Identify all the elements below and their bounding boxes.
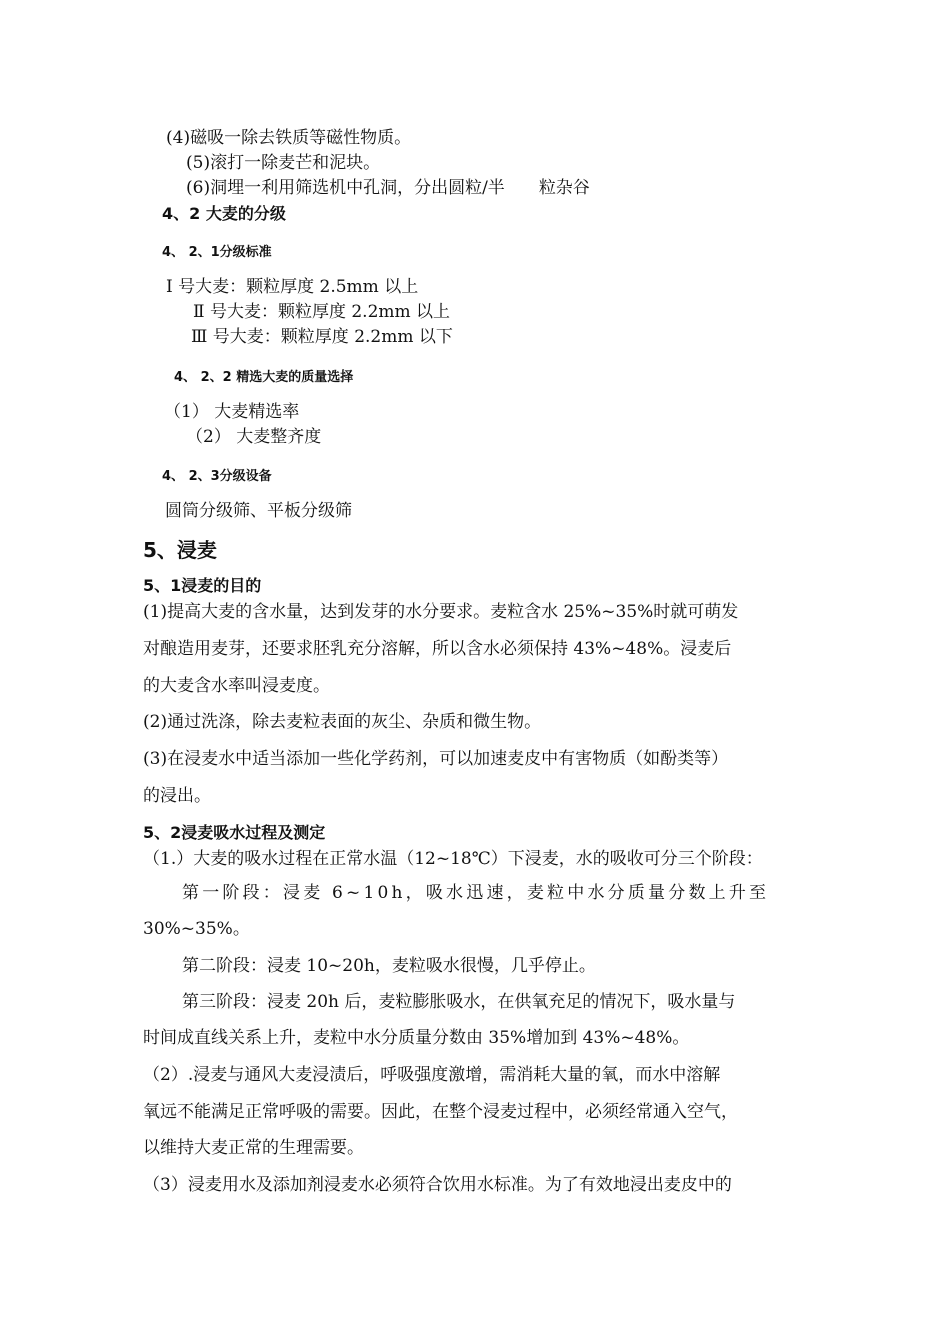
- aeration-line-3: 以维持大麦正常的生理需要。: [143, 1138, 364, 1158]
- paragraph-1-line-2: 对酿造用麦芽，还要求胚乳充分溶解，所以含水必须保持 43%~48%。浸麦后: [143, 639, 732, 659]
- paragraph-1-line-3: 的大麦含水率叫浸麦度。: [143, 676, 330, 696]
- paragraph-1-line-1: (1)提高大麦的含水量，达到发芽的水分要求。麦粒含水 25%~35%时就可萌发: [143, 602, 739, 622]
- paragraph-2: (2)通过洗涤，除去麦粒表面的灰尘、杂质和微生物。: [143, 712, 542, 732]
- stage-3-line-1: 第三阶段：浸麦 20h 后，麦粒膨胀吸水，在供氧充足的情况下，吸水量与: [182, 992, 736, 1012]
- list-item-5: (5)滚打一除麦芒和泥块。: [186, 153, 381, 173]
- list-item-6: [186, 177, 590, 199]
- aeration-line-2: 氧远不能满足正常呼吸的需要。因此，在整个浸麦过程中，必须经常通入空气，: [143, 1102, 738, 1122]
- stage-2: 第二阶段：浸麦 10~20h，麦粒吸水很慢，几乎停止。: [182, 956, 596, 976]
- paragraph-3-line-2: 的浸出。: [143, 786, 211, 806]
- subheading-4-2-2: 4、 2、2 精选大麦的质量选择: [174, 370, 354, 385]
- stage-1-line-2: 30%~35%。: [143, 919, 250, 939]
- quality-item-2: （2） 大麦整齐度: [186, 427, 322, 447]
- paragraph-3-line-1: (3)在浸麦水中适当添加一些化学药剂，可以加速麦皮中有害物质（如酚类等）: [143, 749, 729, 769]
- stage-1-line-1: 第一阶段：浸麦 6~10h，吸水迅速，麦粒中水分质量分数上升至: [182, 883, 770, 903]
- grade-1: Ⅰ 号大麦：颗粒厚度 2.5mm 以上: [166, 277, 419, 297]
- grade-3: Ⅲ 号大麦：颗粒厚度 2.2mm 以下: [191, 327, 453, 347]
- subheading-4-2-3: 4、 2、3分级设备: [162, 469, 272, 484]
- absorption-intro: （1.）大麦的吸水过程在正常水温（12~18℃）下浸麦，水的吸收可分三个阶段：: [143, 849, 763, 869]
- subheading-5-1: 5、1浸麦的目的: [143, 576, 262, 595]
- water-standard-line-1: （3）浸麦用水及添加剂浸麦水必须符合饮用水标准。为了有效地浸出麦皮中的: [143, 1175, 732, 1195]
- grade-2: Ⅱ 号大麦：颗粒厚度 2.2mm 以上: [193, 302, 451, 322]
- section-heading-4-2: 4、2 大麦的分级: [162, 204, 286, 223]
- list-item-6-part2: 粒杂谷: [538, 178, 590, 198]
- aeration-line-1: （2）.浸麦与通风大麦浸渍后，呼吸强度激增，需消耗大量的氧，而水中溶解: [143, 1065, 721, 1085]
- list-item-4: (4)磁吸一除去铁质等磁性物质。: [166, 128, 412, 148]
- subheading-4-2-1: 4、 2、1分级标准: [162, 245, 272, 260]
- subheading-5-2: 5、2浸麦吸水过程及测定: [143, 823, 326, 842]
- list-item-6-part1: (6)洞埋一利用筛选机中孔洞，分出圆粒/半: [186, 178, 505, 198]
- equipment-text: 圆筒分级筛、平板分级筛: [165, 501, 352, 521]
- stage-3-line-2: 时间成直线关系上升，麦粒中水分质量分数由 35%增加到 43%~48%。: [143, 1028, 690, 1048]
- quality-item-1: （1） 大麦精选率: [164, 402, 300, 422]
- section-heading-5: 5、浸麦: [143, 538, 217, 562]
